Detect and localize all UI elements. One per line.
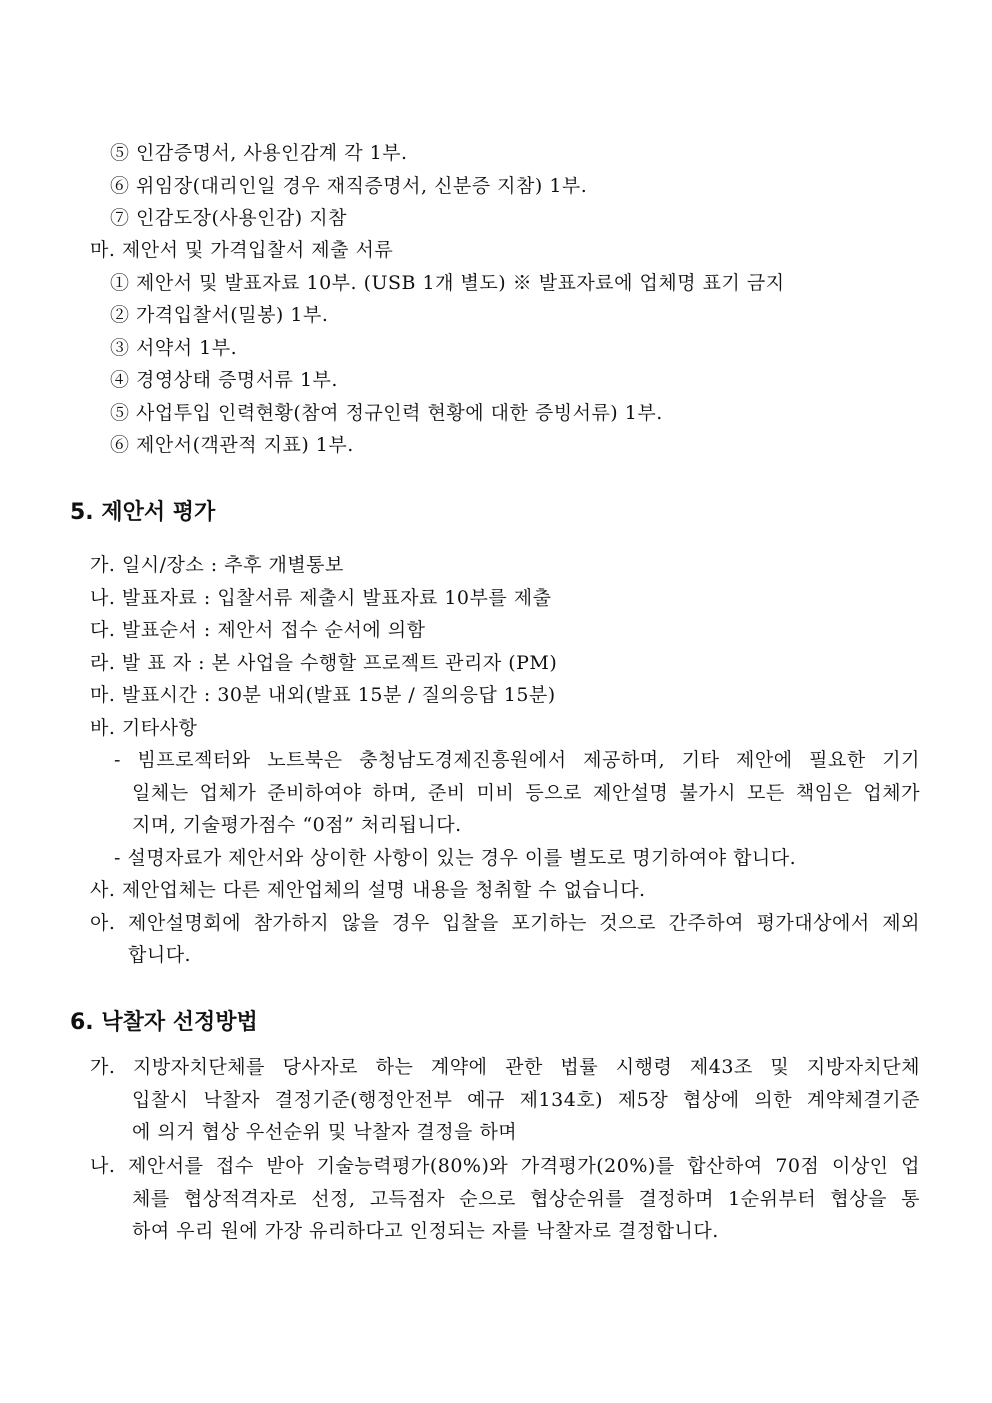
paragraph-line: 합니다. <box>128 944 192 966</box>
list-item: ① 제안서 및 발표자료 10부. (USB 1개 별도) ※ 발표자료에 업체명 표기 금지 <box>110 272 785 294</box>
section-heading: 6. 낙찰자 선정방법 <box>70 1010 258 1035</box>
list-item: ⑥ 제안서(객관적 지표) 1부. <box>110 434 354 456</box>
list-item: 다. 발표순서 : 제안서 접수 순서에 의함 <box>90 619 426 641</box>
list-item: 사. 제안업체는 다른 제안업체의 설명 내용을 청취할 수 없습니다. <box>90 879 646 901</box>
paragraph-line: 에 의거 협상 우선순위 및 낙찰자 결정을 하며 <box>132 1121 518 1143</box>
list-item: ⑤ 인감증명서, 사용인감계 각 1부. <box>110 142 408 164</box>
sub-heading: 마. 제안서 및 가격입찰서 제출 서류 <box>90 239 394 261</box>
list-item: 라. 발 표 자 : 본 사업을 수행할 프로젝트 관리자 (PM) <box>90 652 558 674</box>
list-item: ③ 서약서 1부. <box>110 337 238 359</box>
paragraph-line: 하여 우리 원에 가장 유리하다고 인정되는 자를 낙찰자로 결정합니다. <box>132 1220 719 1242</box>
list-item: 나. 제안서를 접수 받아 기술능력평가(80%)와 가격평가(20%)를 합산하여 70점 이상인 업 <box>90 1155 920 1177</box>
list-item: 바. 기타사항 <box>90 717 198 739</box>
paragraph-line: - 설명자료가 제안서와 상이한 사항이 있는 경우 이를 별도로 명기하여야 합니다. <box>114 847 797 869</box>
paragraph-line: 체를 협상적격자로 선정, 고득점자 순으로 협상순위를 결정하며 1순위부터 협상을 통 <box>132 1188 920 1210</box>
section-heading: 5. 제안서 평가 <box>70 500 216 525</box>
list-item: 마. 발표시간 : 30분 내외(발표 15분 / 질의응답 15분) <box>90 684 556 706</box>
list-item: ⑦ 인감도장(사용인감) 지참 <box>110 207 347 229</box>
list-item: ② 가격입찰서(밀봉) 1부. <box>110 304 329 326</box>
list-item: 가. 지방자치단체를 당사자로 하는 계약에 관한 법률 시행령 제43조 및 지방자치단체 <box>90 1056 920 1078</box>
paragraph-line: - 빔프로젝터와 노트북은 충청남도경제진흥원에서 제공하며, 기타 제안에 필요한 기기 <box>114 749 920 771</box>
list-item: ④ 경영상태 증명서류 1부. <box>110 369 338 391</box>
paragraph-line: 일체는 업체가 준비하여야 하며, 준비 미비 등으로 제안설명 불가시 모든 책임은 업체가 <box>132 782 920 804</box>
list-item: ⑥ 위임장(대리인일 경우 재직증명서, 신분증 지참) 1부. <box>110 175 588 197</box>
list-item: 아. 제안설명회에 참가하지 않을 경우 입찰을 포기하는 것으로 간주하여 평가대상에서 제외 <box>90 912 920 934</box>
paragraph-line: 입찰시 낙찰자 결정기준(행정안전부 예규 제134호) 제5장 협상에 의한 계약체결기준 <box>132 1089 920 1111</box>
list-item: ⑤ 사업투입 인력현황(참여 정규인력 현황에 대한 증빙서류) 1부. <box>110 402 663 424</box>
list-item: 나. 발표자료 : 입찰서류 제출시 발표자료 10부를 제출 <box>90 587 552 609</box>
paragraph-line: 지며, 기술평가점수 “0점” 처리됩니다. <box>132 814 462 836</box>
list-item: 가. 일시/장소 : 추후 개별통보 <box>90 554 344 576</box>
